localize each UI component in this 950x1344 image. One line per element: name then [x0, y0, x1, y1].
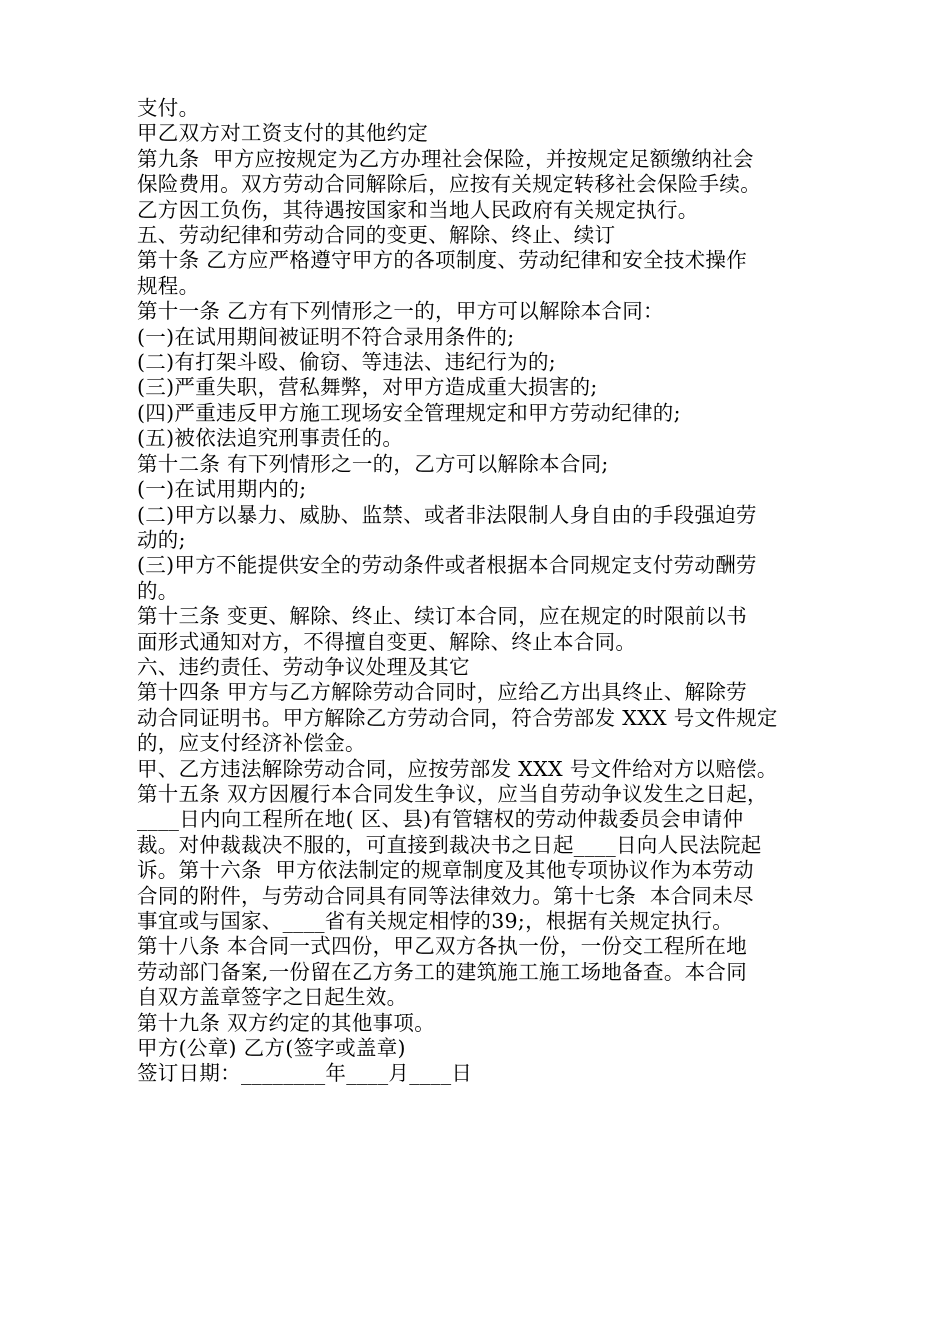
text-line: 合同的附件，与劳动合同具有同等法律效力。第十七条 本合同未尽	[137, 883, 754, 908]
article-14: 第十四条 甲方与乙方解除劳动合同时，应给乙方出具终止、解除劳	[137, 680, 748, 705]
signing-date: 签订日期：________年____月____日	[137, 1061, 473, 1086]
list-item: (四)严重违反甲方施工现场安全管理规定和甲方劳动纪律的;	[137, 400, 681, 425]
text-line: 支付。	[137, 96, 200, 120]
article-19: 第十九条 双方约定的其他事项。	[137, 1010, 436, 1035]
list-item: (一)在试用期内的;	[137, 477, 307, 502]
text-line: ____日内向工程所在地( 区、县)有管辖权的劳动仲裁委员会申请仲	[137, 807, 744, 832]
article-10: 第十条 乙方应严格遵守甲方的各项制度、劳动纪律和安全技术操作	[137, 248, 748, 273]
text-line: 甲、乙方违法解除劳动合同，应按劳部发 XXX 号文件给对方以赔偿。	[137, 756, 778, 781]
section-heading: 甲乙双方对工资支付的其他约定	[137, 121, 429, 146]
article-11: 第十一条 乙方有下列情形之一的，甲方可以解除本合同：	[137, 299, 664, 324]
text-line: 事宜或与国家、____省有关规定相悖的39;，根据有关规定执行。	[137, 909, 734, 933]
article-18: 第十八条 本合同一式四份，甲乙双方各执一份，一份交工程所在地	[137, 934, 748, 959]
list-item: (二)甲方以暴力、威胁、监禁、或者非法限制人身自由的手段强迫劳	[137, 502, 757, 527]
list-item: (二)有打架斗殴、偷窃、等违法、违纪行为的;	[137, 350, 557, 375]
text-line: 裁。对仲裁裁决不服的，可直接到裁决书之日起____日向人民法院起	[137, 832, 762, 857]
article-13: 第十三条 变更、解除、终止、续订本合同，应在规定的时限前以书	[137, 604, 748, 629]
text-line: 自双方盖章签字之日起生效。	[137, 985, 408, 1010]
list-item: (三)严重失职，营私舞弊，对甲方造成重大损害的;	[137, 375, 598, 400]
list-item: (一)在试用期间被证明不符合录用条件的;	[137, 324, 515, 349]
text-line: 的。	[137, 578, 179, 603]
text-line: 保险费用。双方劳动合同解除后，应按有关规定转移社会保险手续。	[137, 172, 761, 197]
list-item: (五)被依法追究刑事责任的。	[137, 426, 404, 451]
document-body	[137, 96, 827, 1087]
article-15: 第十五条 双方因履行本合同发生争议，应当自劳动争议发生之日起，	[137, 781, 768, 806]
text-line: 劳动部门备案,一份留在乙方务工的建筑施工施工场地备查。本合同	[137, 959, 748, 984]
text-line: 动的;	[137, 527, 186, 552]
list-item: (三)甲方不能提供安全的劳动条件或者根据本合同规定支付劳动酬劳	[137, 553, 757, 578]
signature-parties: 甲方(公章) 乙方(签字或盖章)	[137, 1036, 406, 1061]
text-line: 的，应支付经济补偿金。	[137, 731, 366, 756]
text-line: 动合同证明书。甲方解除乙方劳动合同，符合劳部发 XXX 号文件规定	[137, 705, 778, 730]
article-9: 第九条 甲方应按规定为乙方办理社会保险，并按规定足额缴纳社会	[137, 146, 754, 171]
text-line: 乙方因工负伤，其待遇按国家和当地人民政府有关规定执行。	[137, 197, 699, 222]
text-line: 规程。	[137, 273, 200, 298]
article-12: 第十二条 有下列情形之一的，乙方可以解除本合同;	[137, 451, 609, 476]
article-16: 诉。第十六条 甲方依法制定的规章制度及其他专项协议作为本劳动	[137, 858, 754, 883]
section-heading: 五、劳动纪律和劳动合同的变更、解除、终止、续订	[137, 223, 616, 248]
section-heading: 六、违约责任、劳动争议处理及其它	[137, 654, 470, 679]
text-line: 面形式通知对方，不得擅自变更、解除、终止本合同。	[137, 629, 637, 654]
